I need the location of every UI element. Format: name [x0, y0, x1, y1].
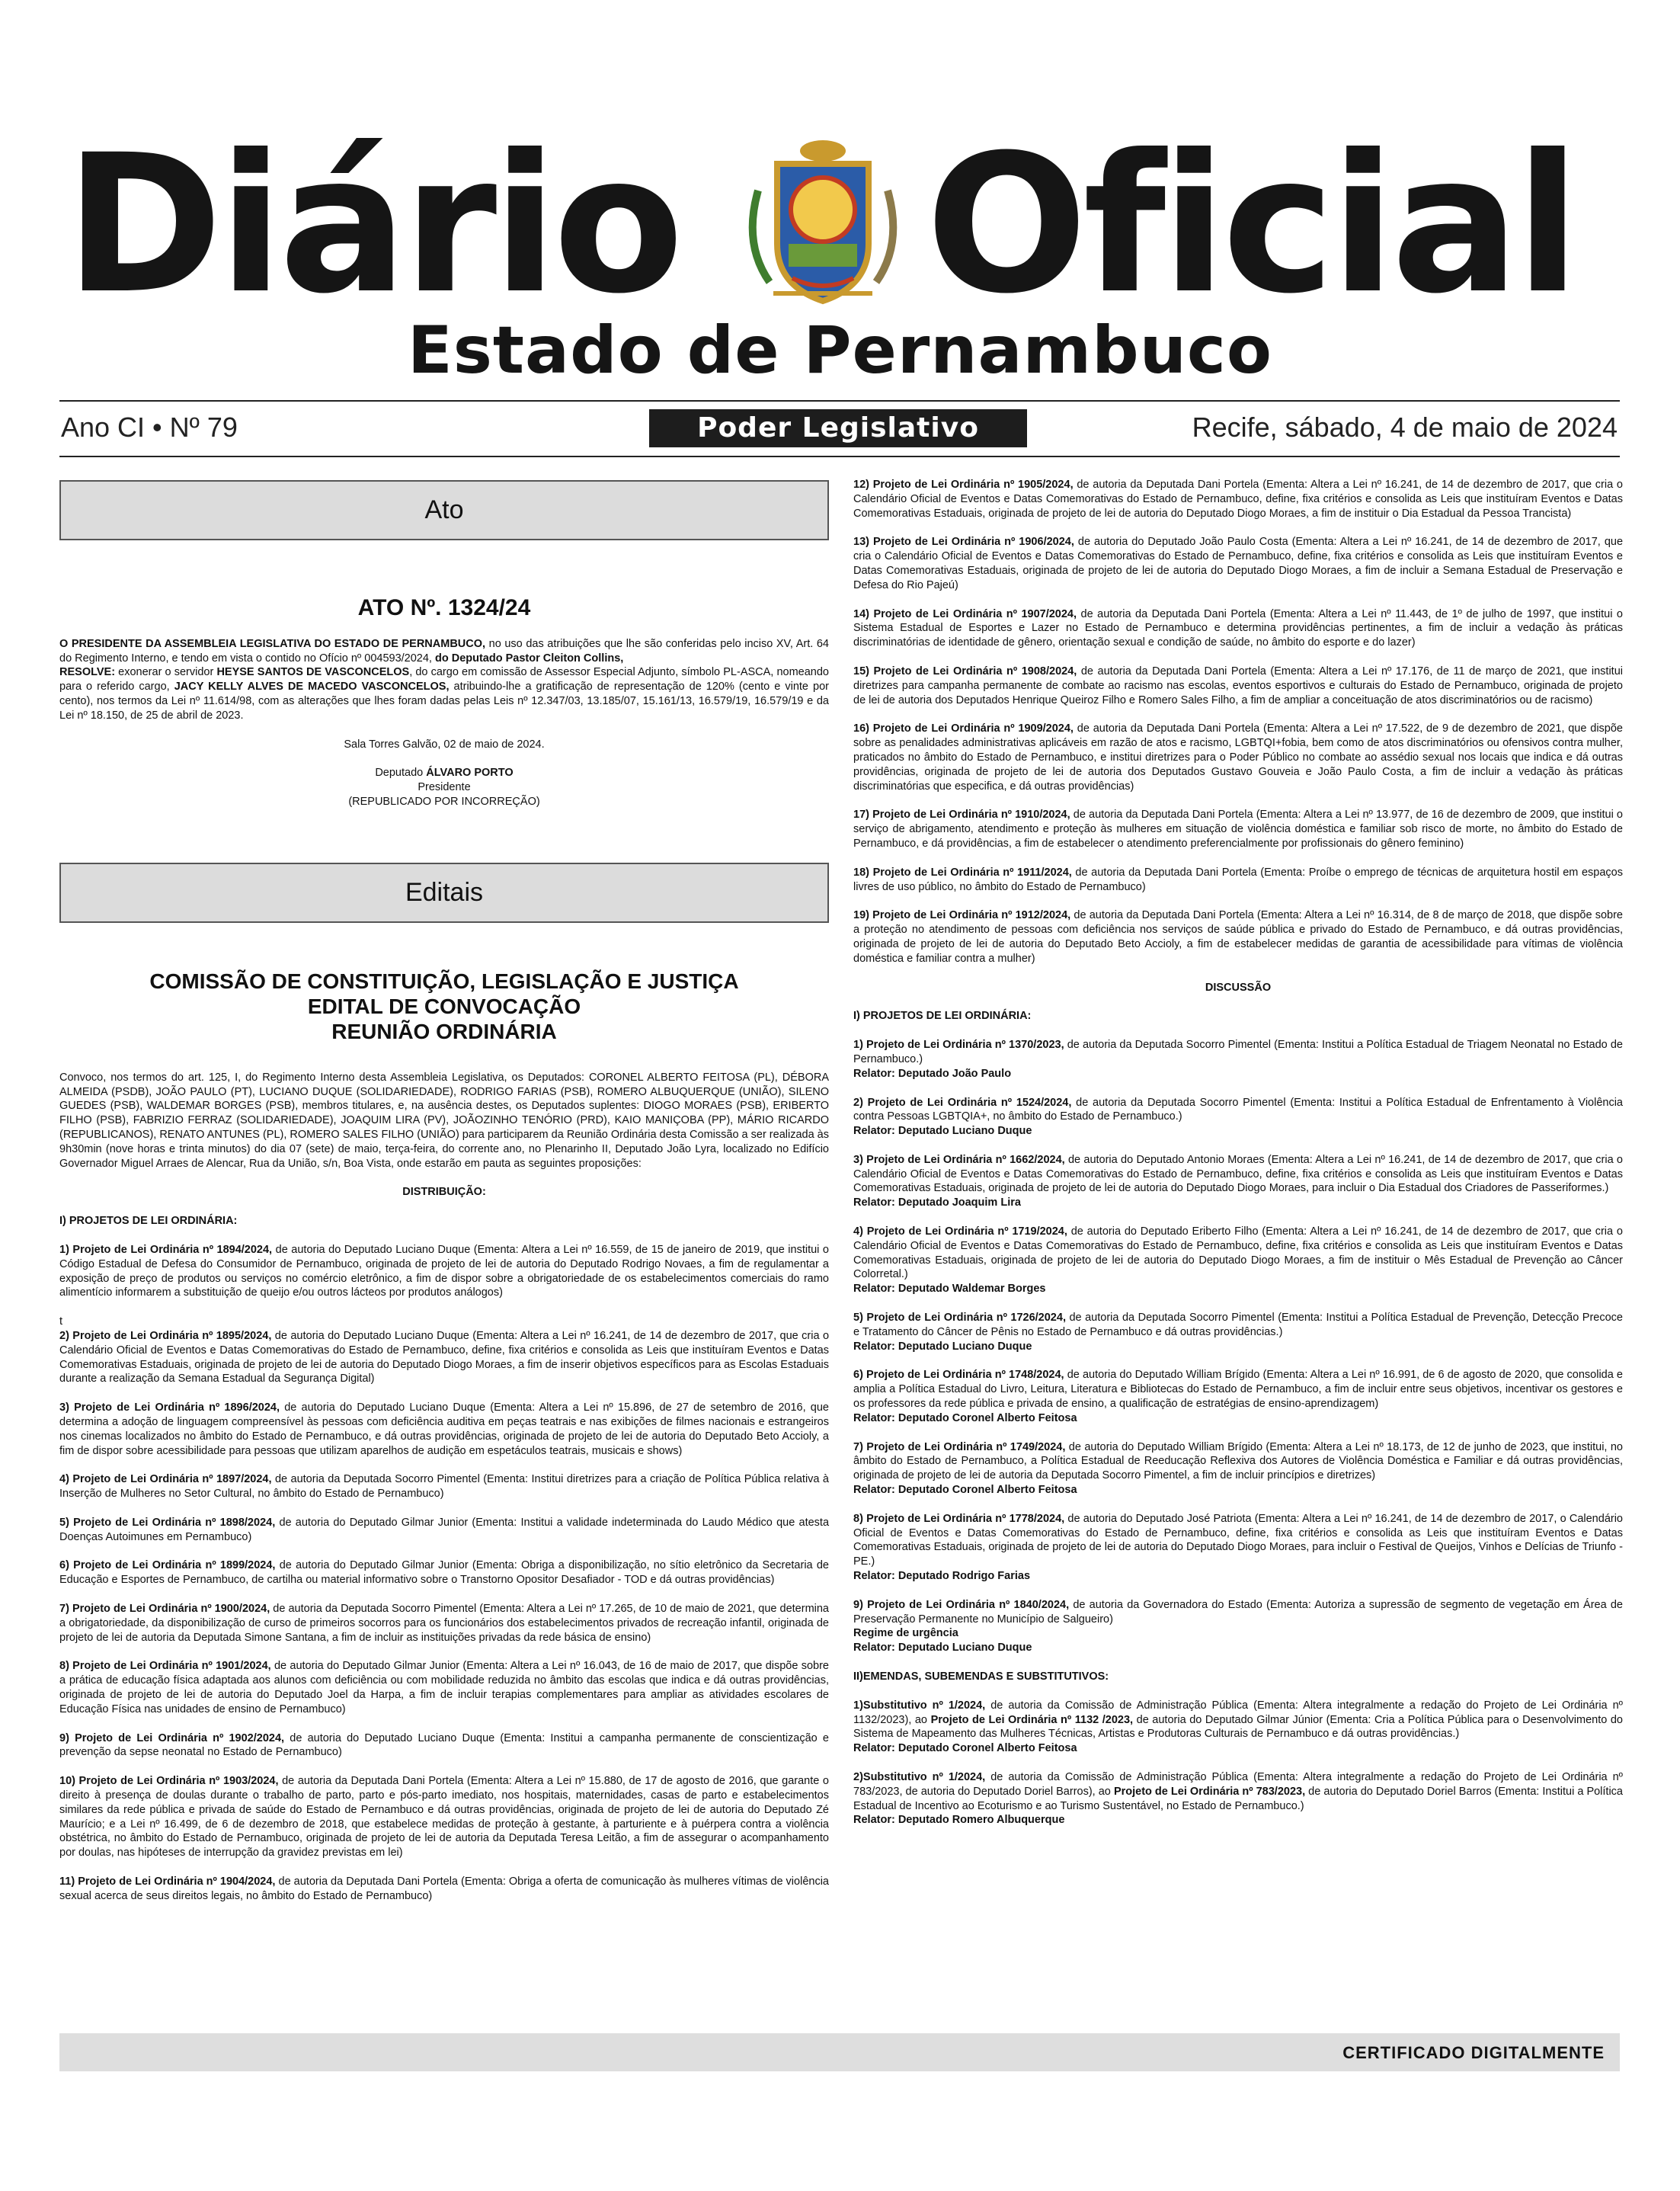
- bill-summary: de autoria da Deputada Socorro Pimentel (Ementa: Institui a Política Estadual de Enfrentamento à Violência contra Pessoas LGBTQIA+, no âmbito do Estado de Pernambuco.): [853, 1096, 1623, 1123]
- bill-item: [853, 1311, 1623, 1353]
- bill-summary: de autoria da Deputada Dani Portela (Ementa: Altera a Lei nº 13.977, de 16 de dezembro de 2009, que institui o serviço de abrigamento, atendimento e proteção às mulheres em situação de violência doméstica e familiar sob risco de morte, no âmbito do Estado de Pernambuco, e dá providências, a fim de estabelecer o atendimento preferencialmente por profissionais do gênero feminino): [853, 809, 1623, 850]
- bill-summary: de autoria do Deputado Gilmar Junior (Ementa: Institui a validade indeterminada do Laudo Médico que atesta Doenças Autoimunes em Pernambuco): [59, 1516, 830, 1543]
- bill-summary: de autoria da Deputada Dani Portela (Ementa: Altera a Lei nº 16.241, de 14 de dezembro de 2017, que cria o Calendário Oficial de Eventos e Datas Comemorativas do Estado de Pernambuco, define, fixa critérios e consolida as Leis que instituíram Eventos e Datas Comemorativas Estaduais, originada de projeto de lei de autoria do Deputado Diogo Moraes, a fim de instituir o Dia Estadual da Pessoa Trancista): [853, 479, 1623, 520]
- bill-number: 9) Projeto de Lei Ordinária nº 1840/2024,: [853, 1598, 1070, 1611]
- bill-relator: Relator: Deputado Luciano Duque: [853, 1125, 1032, 1138]
- masthead-subtitle: Estado de Pernambuco: [408, 312, 1272, 389]
- left-bill-list: [59, 1243, 829, 1904]
- top-rule: [59, 400, 1620, 402]
- bill-summary: de autoria do Deputado Eriberto Filho (Ementa: Altera a Lei nº 16.241, de 14 de dezembro de 2017, que cria o Calendário Oficial de Eventos e Datas Comemorativas do Estado de Pernambuco, define, fixa critérios e consolida as Leis que instituíram Eventos e Datas Comemorativas Estaduais, originada de projeto de lei de autoria do Deputado Diogo Moraes, a fim de instituir o Mês Estadual de Prevenção ao Câncer Colorretal.): [853, 1225, 1623, 1281]
- bill-number: 2) Projeto de Lei Ordinária nº 1524/2024,: [853, 1096, 1072, 1109]
- convocation-text: Convoco, nos termos do art. 125, I, do Regimento Interno desta Assembleia Legislativa, os Deputados: CORONEL ALBERTO FEITOSA (PL), DÉBORA ALMEIDA (PSDB), JOÃO PAULO (PT), LUCIANO DUQUE (SOLIDARIEDADE), RODRIGO FARIAS (PSB), ROMERO ALBUQUERQUE (UNIÃO), SILENO GUEDES (PSB), WALDEMAR BORGES (PSB), membros titulares, e, na ausência destes, os Deputados suplentes: DIOGO MORAES (PSB), ERIBERTO FILHO (PSB), FABRIZIO FERRAZ (SOLIDARIEDADE), JOAQUIM LIRA (PV), JOÃOZINHO TENÓRIO (PRD), KAIO MANIÇOBA (PP), MÁRIO RICARDO (REPUBLICANOS), RENATO ANTUNES (PL), ROMERO SALES FILHO (UNIÃO) para participarem da Reunião Ordinária desta Comissão a ser realizada às 9h30min (nove horas e trinta minutos) do dia 07 (sete) de maio, terça-feira, do corrente ano, no Plenarinho II, Deputado João Lyra, localizado no Edifício Governador Miguel Arraes de Alencar, Rua da União, s/n, Boa Vista, onde estarão em pauta as seguintes proposições:: [59, 1071, 829, 1170]
- bill-relator: Relator: Deputado Waldemar Borges: [853, 1283, 1046, 1296]
- bill-item: [853, 722, 1623, 793]
- bill-item: [59, 1602, 829, 1645]
- bill-summary: de autoria da Deputada Dani Portela (Ementa: Obriga a oferta de comunicação às mulheres vítimas de violência sexual acerca de seus direitos legais, no âmbito do Estado de Pernambuco): [59, 1875, 829, 1902]
- bill-item: [853, 908, 1623, 966]
- bill-item: [59, 1659, 829, 1716]
- bill-number: 14) Projeto de Lei Ordinária nº 1907/2024,: [853, 607, 1077, 620]
- stray-mark: t: [59, 1315, 63, 1328]
- bill-summary: de autoria do Deputado William Brígido (Ementa: Altera a Lei nº 16.991, de 6 de agosto de 2020, que consolida e amplia a Política Estadual do Livro, Leitura, Literatura e Bibliotecas do Estado de Pernambuco, a fim de incluir entre seus objetivos, incentivar os gestores e os professores da rede pública e privada de ensino, a qualificação de estratégias de ensino-aprendizagem): [853, 1369, 1623, 1411]
- bill-item: [853, 478, 1623, 521]
- bill-summary: de autoria da Deputada Dani Portela (Ementa: Altera a Lei nº 17.522, de 9 de dezembro de 2021, que dispõe sobre as penalidades administrativas aplicáveis em razão de atos e racismo, LGBTQI+fobia, bem como de atos discriminatórios ou ofensivos contra mulher, praticados no âmbito do Estado de Pernambuco, e institui diretrizes para o Poder Público no combate ao assédio sexual nos locais que indica e dá outras providências, originada de projeto de lei de autoria dos Deputados Gustavo Gouveia e João Paulo Costa, a fim de incluir a vedação às práticas discriminatórias que especifica, e dá outras providências): [853, 722, 1623, 793]
- bill-number: 15) Projeto de Lei Ordinária nº 1908/2024,: [853, 665, 1077, 677]
- bill-summary: de autoria da Governadora do Estado (Ementa: Autoriza a supressão de segmento de vegetação em Área de Preservação Permanente no Município de Salgueiro): [853, 1598, 1623, 1626]
- bill-summary: de autoria do Deputado José Patriota (Ementa: Altera a Lei nº 16.241, de 14 de dezembro de 2017, o Calendário Oficial de Eventos e Datas Comemorativas do Estado de Pernambuco, define, fixa critérios e consolida as Leis que instituíram Eventos e Datas Comemorativas Estaduais, originada de projeto de lei de autoria do Deputado Diogo Moraes, para incluir o Festival de Queijos, Vinhos e Delícias de Triunfo - PE.): [853, 1512, 1623, 1568]
- publication-date: Recife, sábado, 4 de maio de 2024: [1192, 412, 1618, 443]
- bill-number: 1) Projeto de Lei Ordinária nº 1894/2024,: [59, 1243, 273, 1256]
- bill-item: [853, 1368, 1623, 1425]
- bill-number: 2) Projeto de Lei Ordinária nº 1895/2024,: [59, 1329, 272, 1342]
- ato-title: ATO Nº. 1324/24: [357, 595, 531, 620]
- bill-item: [853, 808, 1623, 850]
- bill-number: 19) Projeto de Lei Ordinária nº 1912/2024,: [853, 909, 1071, 922]
- certificate-label: CERTIFICADO DIGITALMENTE: [1342, 2043, 1605, 2062]
- bill-item: [853, 665, 1623, 707]
- masthead-title-left: Diário: [65, 114, 680, 335]
- bill-number: 9) Projeto de Lei Ordinária nº 1902/2024,: [59, 1731, 285, 1744]
- edition-number: Ano CI • Nº 79: [61, 412, 238, 443]
- bill-relator: Relator: Deputado Coronel Alberto Feitosa: [853, 1411, 1077, 1424]
- bill-item: [59, 1329, 829, 1386]
- bill-item: [853, 866, 1623, 895]
- bill-item: [853, 1096, 1623, 1139]
- bill-number: 5) Projeto de Lei Ordinária nº 1726/2024,: [853, 1312, 1066, 1325]
- bill-number: 10) Projeto de Lei Ordinária nº 1903/2024,: [59, 1775, 279, 1788]
- ato-place-date: Sala Torres Galvão, 02 de maio de 2024.: [344, 738, 545, 751]
- bill-summary: de autoria da Deputada Dani Portela (Ementa: Proíbe o emprego de técnicas de arquitetura hostil em espaços livres de uso público, no âmbito do Estado de Pernambuco): [853, 866, 1623, 893]
- bill-summary: de autoria da Deputada Dani Portela (Ementa: Altera a Lei nº 17.176, de 11 de março de 2021, que institui diretrizes para campanha permanente de combate ao racismo nas escolas, eventos esportivos e culturais do Estado de Pernambuco, originada de projeto de lei de autoria dos Deputados Henrique Queiroz Filho e Romero Sales Filho, a fim de ampliar a conceituação de atos discriminatórios ou de racismo): [853, 665, 1623, 706]
- bill-number: 11) Projeto de Lei Ordinária nº 1904/2024,: [59, 1875, 276, 1888]
- bill-number: 1) Projeto de Lei Ordinária nº 1370/2023,: [853, 1039, 1064, 1052]
- bill-number: 12) Projeto de Lei Ordinária nº 1905/2024,: [853, 479, 1074, 491]
- bill-number: 7) Projeto de Lei Ordinária nº 1900/2024,: [59, 1603, 270, 1616]
- header-bottom-rule: [59, 456, 1620, 457]
- amendments-heading: II)EMENDAS, SUBEMENDAS E SUBSTITUTIVOS:: [853, 1670, 1109, 1683]
- bill-summary: de autoria do Deputado Gilmar Junior (Ementa: Obriga a disponibilização, no sítio eletrônico da Secretaria de Educação e Esportes de Pernambuco, de cartilha ou material informativo sobre o Transtorno Opositor Desafiador - TOD e dá outras providências): [59, 1559, 829, 1587]
- left-column: [59, 472, 829, 1918]
- bill-number: 7) Projeto de Lei Ordinária nº 1749/2024,: [853, 1440, 1066, 1453]
- discussion-heading: DISCUSSÃO: [1205, 981, 1272, 994]
- bill-relator: Relator: Deputado Rodrigo Farias: [853, 1570, 1031, 1583]
- bill-item: [59, 1875, 829, 1904]
- bill-relator: Relator: Deputado João Paulo: [853, 1067, 1012, 1080]
- bill-number: 3) Projeto de Lei Ordinária nº 1662/2024,: [853, 1153, 1065, 1166]
- committee-heading: COMISSÃO DE CONSTITUIÇÃO, LEGISLAÇÃO E JUSTIÇA EDITAL DE CONVOCAÇÃO REUNIÃO ORDINÁRIA: [149, 969, 739, 1043]
- bill-number: 4) Projeto de Lei Ordinária nº 1897/2024,: [59, 1473, 272, 1486]
- bill-summary: de autoria do Deputado Luciano Duque (Ementa: Altera a Lei nº 16.241, de 14 de dezembro de 2017, que cria o Calendário Oficial de Eventos e Datas Comemorativas do Estado de Pernambuco, define, fixa critérios e consolida as Leis que instituíram Eventos e Datas Comemorativas Estaduais, originada de projeto de lei de autoria do Deputado Diogo Moraes, a fim de inserir objetivos específicos para as Escolas Estaduais durante a realização da Semana Estadual da Segurança Digital): [59, 1329, 830, 1385]
- bill-number: 18) Projeto de Lei Ordinária nº 1911/2024,: [853, 866, 1072, 879]
- bill-item: [853, 607, 1623, 650]
- bill-number: 4) Projeto de Lei Ordinária nº 1719/2024,: [853, 1225, 1067, 1238]
- bill-number: 17) Projeto de Lei Ordinária nº 1910/2024,: [853, 809, 1070, 822]
- bill-summary: de autoria do Deputado João Paulo Costa (Ementa: Altera a Lei nº 16.241, de 14 de dezembro de 2017, que cria o Calendário Oficial de Eventos e Datas Comemorativas do Estado de Pernambuco, define, fixa critérios e consolida as Leis que instituíram Eventos e Datas Comemorativas Estaduais, originada de projeto de lei de autoria do Deputado Diogo Moraes, a fim de incluir a Semana Estadual de Preservação e Defesa do Rio Pajeú): [853, 536, 1624, 591]
- bill-item: [59, 1243, 829, 1300]
- bill-relator: Relator: Deputado Luciano Duque: [853, 1642, 1032, 1654]
- bill-number: 3) Projeto de Lei Ordinária nº 1896/2024,: [59, 1401, 280, 1414]
- coat-of-arms-icon: [728, 130, 918, 320]
- bill-item: [853, 1038, 1623, 1081]
- bill-relator: Relator: Deputado Joaquim Lira: [853, 1196, 1021, 1209]
- bill-summary: de autoria da Deputada Dani Portela (Ementa: Altera a Lei nº 11.443, de 1º de julho de 1997, que institui o Sistema Estadual de Esportes e Lazer no Estado de Pernambuco e determina providências pertinentes, a fim de incluir a vedação às práticas discriminatórias de identidade de gênero, orientação sexual e condição de saúde, no âmbito do esporte e do lazer): [853, 607, 1623, 649]
- section-header-ato: Ato: [59, 480, 829, 540]
- bill-number: 8) Projeto de Lei Ordinária nº 1778/2024,: [853, 1512, 1065, 1525]
- bill-summary: de autoria do Deputado Antonio Moraes (Ementa: Altera a Lei nº 16.241, de 14 de dezembro de 2017, que cria o Calendário Oficial de Eventos e Datas Comemorativas do Estado de Pernambuco, define, fixa critérios e consolida as Leis que instituíram Eventos e Datas Comemorativas Estaduais, originada de projeto de lei de autoria do Deputado Diogo Moraes, para incluir o Dia Estadual dos Criadores de Passeriformes.): [853, 1153, 1624, 1195]
- ato-signature: Deputado ÁLVARO PORTO Presidente (REPUBLICADO POR INCORREÇÃO): [348, 767, 540, 808]
- discussion-bills-heading: I) PROJETOS DE LEI ORDINÁRIA:: [853, 1010, 1032, 1023]
- substitutivo-2: 2)Substitutivo nº 1/2024, de autoria da Comissão de Administração Pública (Ementa: Altera integralmente a redação do Projeto de Lei Ordinária nº 783/2023, de autoria do Deputado Doriel Barros), ao Projeto de Lei Ordinária nº 783/2023, de autoria do Deputado Doriel Barros (Ementa: Institui a Política Estadual de Incentivo ao Ecoturismo e ao Turismo Sustentável, no Estado de Pernambuco.) Relator: Deputado Romero Albuquerque: [853, 1770, 1623, 1827]
- footer-bar: [59, 2033, 1620, 2071]
- bill-item: [853, 1440, 1623, 1498]
- bill-summary: de autoria do Deputado Luciano Duque (Ementa: Institui a campanha permanente de conscientização e prevenção da sepse neonatal no Estado de Pernambuco): [59, 1731, 829, 1759]
- bill-item: [853, 1598, 1623, 1655]
- bill-summary: de autoria do Deputado William Brígido (Ementa: Altera a Lei nº 18.173, de 12 de junho de 2023, que institui, no âmbito do Estado de Pernambuco, a Política Estadual de Reeducação Reflexiva dos Autores de Violência Doméstica e Familiar e dá outras providências, originada de projeto de lei de autoria da Deputada Socorro Pimentel, a fim de incluir princípios e diretrizes): [853, 1440, 1623, 1482]
- bill-item: [59, 1516, 829, 1545]
- bill-item: [853, 1225, 1623, 1296]
- bill-summary: de autoria do Deputado Gilmar Junior (Ementa: Altera a Lei nº 16.043, de 16 de maio de 2017, que dispõe sobre a prática de educação física adaptada aos alunos com deficiência ou com mobilidade reduzida no âmbito das escolas que indica e dá outras providências, originada de projeto de lei de autoria do Deputado Joel da Harpa, a fim de incluir terapias complementares para ampliar as atividades escolares de Educação Física nas unidades de ensino de Pernambuco): [59, 1660, 829, 1715]
- bill-summary: de autoria do Deputado Luciano Duque (Ementa: Altera a Lei nº 16.559, de 15 de janeiro de 2019, que institui o Código Estadual de Defesa do Consumidor de Pernambuco, originada de projeto de lei de autoria do Deputado Rodrigo Novaes, a fim de regulamentar a exposição de preço de produtos ou serviços no comércio eletrônico, a fim de dispor sobre a obrigatoriedade de os estabelecimentos comerciais do ramo alimentício informarem a substituição de queijo e/ou outros lácteos por produtos análogos): [59, 1243, 829, 1299]
- bill-relator: Relator: Deputado Coronel Alberto Feitosa: [853, 1484, 1077, 1497]
- bill-item: [853, 535, 1623, 592]
- bill-item: [59, 1472, 829, 1501]
- discussion-bill-list: [853, 1038, 1623, 1655]
- bill-item: [59, 1401, 829, 1458]
- bill-summary: de autoria da Deputada Dani Portela (Ementa: Altera a Lei nº 16.314, de 8 de março de 2018, que dispõe sobre a proteção no atendimento de pessoas com deficiência nos serviços de saúde pública e privado do Estado de Pernambuco, e dá outras providências, originada de projeto de lei de autoria do Deputado Beto Accioly, a fim de estabelecer medidas de garantia de acessibilidade para vítimas de violência doméstica e familiar contra a mulher): [853, 909, 1623, 965]
- right-bill-list: [853, 478, 1623, 966]
- bill-number: 13) Projeto de Lei Ordinária nº 1906/2024,: [853, 536, 1074, 549]
- bill-summary: de autoria da Deputada Dani Portela (Ementa: Altera a Lei nº 15.880, de 17 de agosto de 2016, que garante o direito à presença de doulas durante o trabalho de parto, parto e pós-parto imediato, nos hospitais, maternidades, casas de parto e estabelecimentos similares da rede pública e privada de saúde do Estado de Pernambuco e dá outras providências, originada de projeto de lei de autoria do Deputado Zé Maurício; e a Lei nº 16.499, de 6 de dezembro de 2018, que estabelece medidas de proteção à gestante, à parturiente e à puérpera contra a violência obstétrica, no âmbito do Estado de Pernambuco, originada de projeto de lei de autoria da Deputada Teresa Leitão, a fim de assegurar o acompanhamento por doulas, nas hipóteses de interrupção da gravidez previstas em lei): [59, 1775, 829, 1859]
- masthead-title-right: Oficial: [926, 114, 1576, 335]
- branch-banner: Poder Legislativo: [649, 409, 1027, 447]
- bill-item: [59, 1558, 829, 1587]
- bill-relator: Regime de urgência: [853, 1627, 958, 1640]
- bill-summary: de autoria da Deputada Socorro Pimentel (Ementa: Institui a Política Estadual de Prevenção, Detecção Precoce e Tratamento do Câncer de Pênis no Estado de Pernambuco e dá outras providências.): [853, 1312, 1623, 1338]
- bill-number: 16) Projeto de Lei Ordinária nº 1909/2024,: [853, 722, 1074, 735]
- bills-heading: I) PROJETOS DE LEI ORDINÁRIA:: [59, 1215, 238, 1228]
- bill-summary: de autoria do Deputado Luciano Duque (Ementa: Altera a Lei nº 15.896, de 27 de setembro de 2016, que determina a adoção de linguagem compreensível às pessoas com deficiência auditiva em peças teatrais e nas exibições de filmes nacionais e estrangeiros nos cinemas localizados no âmbito do Estado de Pernambuco, e dá outras providências, originada de projeto de lei de autoria do Deputado Beto Accioly, a fim de dispor sobre acessibilidade para pessoas que utilizam aparelhos de audição em espetáculos teatrais, musicais e shows): [59, 1401, 829, 1457]
- bill-number: 6) Projeto de Lei Ordinária nº 1899/2024,: [59, 1559, 276, 1572]
- ato-paragraph-1: O PRESIDENTE DA ASSEMBLEIA LEGISLATIVA DO ESTADO DE PERNAMBUCO, no uso das atribuições que lhe são conferidas pelo inciso XV, Art. 64 do Regimento Interno, e tendo em vista o contido no Ofício nº 004593/2024, do Deputado Pastor Cleiton Collins, RESOLVE: exonerar o servidor HEYSE SANTOS DE VASCONCELOS, do cargo em comissão de Assessor Especial Adjunto, símbolo PL-ASCA, nomeando para o referido cargo, JACY KELLY ALVES DE MACEDO VASCONCELOS, atribuindo-lhe a gratificação de representação de 120% (cento e vinte por cento), nos termos da Lei nº 11.614/98, com as alterações que lhes foram dadas pelas Leis nº 12.347/03, 13.185/07, 15.161/13, 16.579/19, 16.579/19 e da Lei nº 18.150, de 25 de abril de 2023.: [59, 637, 829, 722]
- bill-number: 5) Projeto de Lei Ordinária nº 1898/2024,: [59, 1516, 276, 1529]
- distribution-heading: DISTRIBUIÇÃO:: [402, 1186, 486, 1199]
- bill-summary: de autoria da Deputada Socorro Pimentel (Ementa: Altera a Lei nº 17.265, de 10 de maio de 2021, que determina a obrigatoriedade, da disponibilização de curso de primeiros socorros para os funcionários dos estabelecimentos privados de recreação infantil, originada de projeto de lei de autoria da Deputada Simone Santana, a fim de incluir as instituições privadas da rede básica de ensino): [59, 1603, 829, 1644]
- bill-number: 6) Projeto de Lei Ordinária nº 1748/2024,: [853, 1369, 1064, 1382]
- right-column: [853, 478, 1623, 1842]
- substitutivo-1: 1)Substitutivo nº 1/2024, de autoria da Comissão de Administração Pública (Ementa: Altera integralmente a redação do Projeto de Lei Ordinária nº 1132/2023), ao Projeto de Lei Ordinária nº 1132 /2023, de autoria do Deputado Gilmar Júnior (Ementa: Cria a Política Pública para o Desenvolvimento do Sistema de Mapeamento das Mulheres Técnicas, Artistas e Produtoras Culturais de Pernambuco e dá outras providências.) Relator: Deputado Coronel Alberto Feitosa: [853, 1699, 1623, 1755]
- masthead: [0, 114, 1680, 335]
- bill-item: [59, 1731, 829, 1760]
- bill-summary: de autoria da Deputada Socorro Pimentel (Ementa: Institui a Política Estadual de Triagem Neonatal no Estado de Pernambuco.): [853, 1039, 1623, 1065]
- bill-relator: Relator: Deputado Luciano Duque: [853, 1340, 1032, 1353]
- bill-item: [59, 1774, 829, 1860]
- bill-summary: de autoria da Deputada Socorro Pimentel (Ementa: Institui diretrizes para a criação de Política Pública relativa à Inserção de Mulheres no Setor Cultural, no âmbito do Estado de Pernambuco): [59, 1473, 829, 1501]
- bill-number: 8) Projeto de Lei Ordinária nº 1901/2024,: [59, 1660, 271, 1673]
- section-header-editais: Editais: [59, 863, 829, 923]
- bill-item: [853, 1512, 1623, 1584]
- bill-item: [853, 1153, 1623, 1210]
